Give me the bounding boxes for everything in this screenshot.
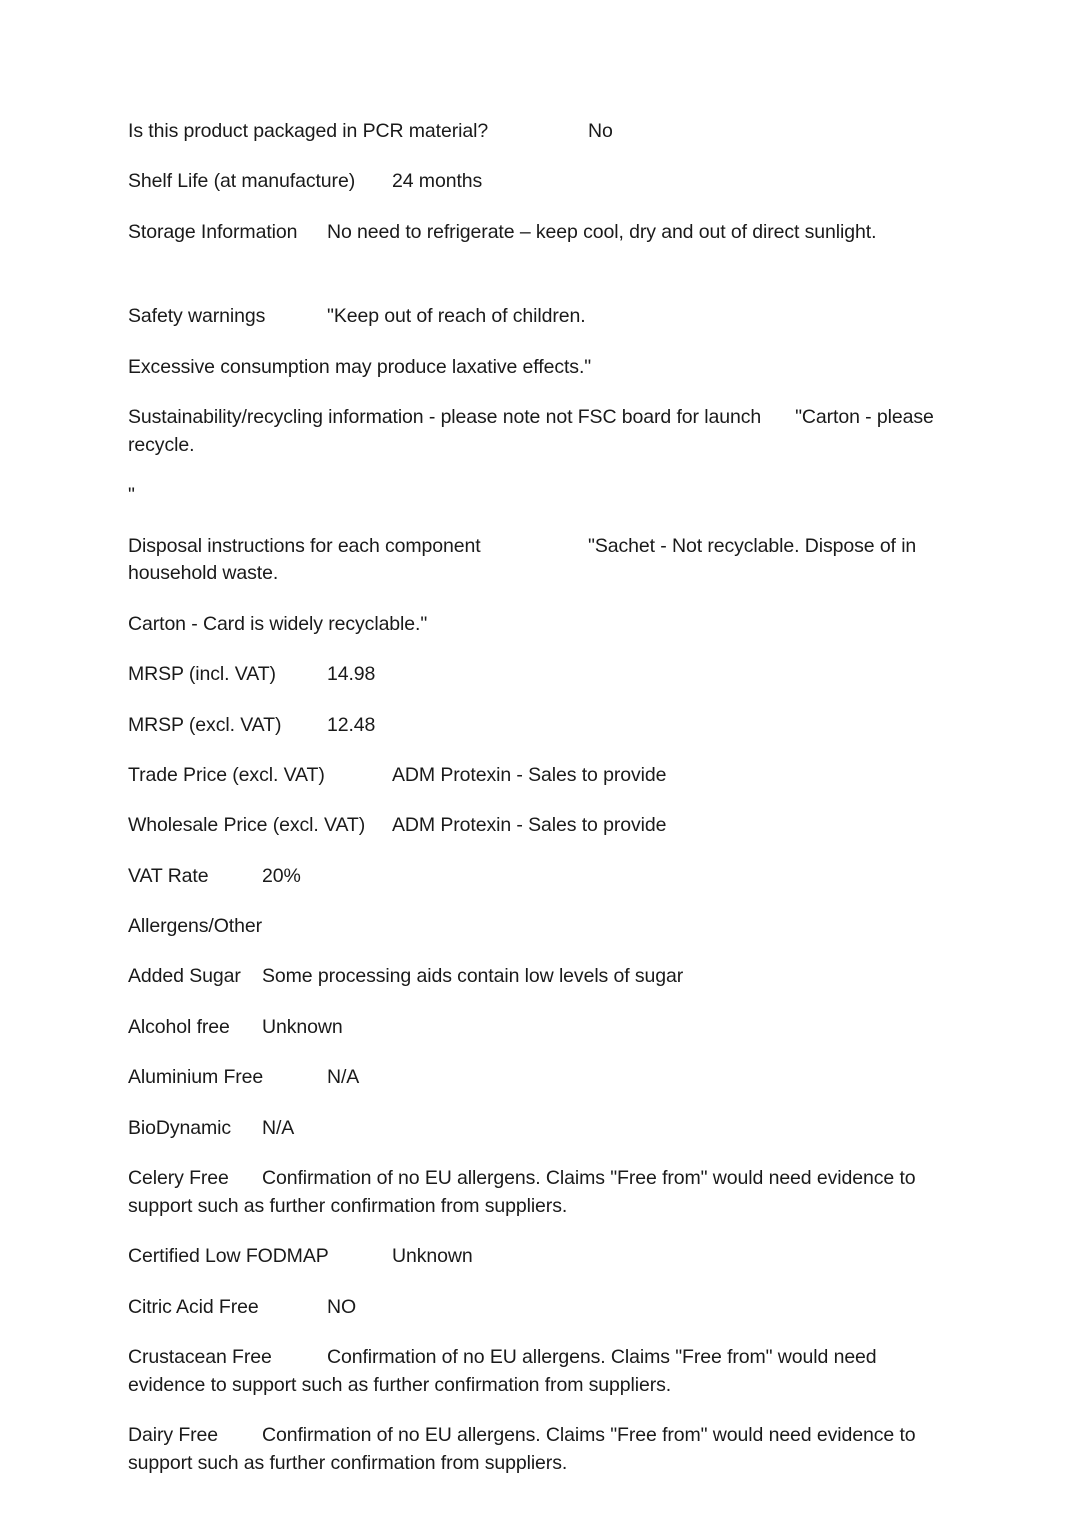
row-disposal-instructions-continued bbox=[128, 611, 956, 639]
row-label: Sustainability/recycling information - please note not FSC board for launch bbox=[128, 405, 762, 428]
row-value: No bbox=[588, 120, 613, 142]
row-disposal-instructions bbox=[128, 533, 956, 589]
row-pcr-material bbox=[128, 118, 956, 146]
row-wholesale-price bbox=[128, 812, 956, 840]
row-label: Added Sugar bbox=[128, 965, 241, 988]
row-value: N/A bbox=[327, 1066, 360, 1089]
row-citric-acid-free bbox=[128, 1294, 956, 1322]
row-value: ADM Protexin - Sales to provide bbox=[392, 814, 667, 837]
row-crustacean-free bbox=[128, 1344, 956, 1400]
row-label: MRSP (incl. VAT) bbox=[128, 663, 276, 686]
row-celery-free bbox=[128, 1165, 956, 1221]
row-label: Shelf Life (at manufacture) bbox=[128, 170, 356, 193]
row-label: Aluminium Free bbox=[128, 1066, 264, 1089]
row-value: Carton - Card is widely recyclable." bbox=[128, 612, 428, 635]
row-label: Dairy Free bbox=[128, 1424, 219, 1447]
row-sustainability-recycling bbox=[128, 404, 956, 460]
row-sustainability-close-quote bbox=[128, 482, 956, 510]
row-storage-information bbox=[128, 219, 956, 247]
row-value: ADM Protexin - Sales to provide bbox=[392, 763, 667, 786]
row-label: Disposal instructions for each component bbox=[128, 534, 481, 557]
row-value: "Keep out of reach of children. bbox=[327, 305, 586, 328]
row-label: Is this product packaged in PCR material? bbox=[128, 120, 489, 142]
paragraph-spacer bbox=[128, 269, 956, 303]
row-safety-warnings-continued bbox=[128, 354, 956, 382]
row-biodynamic bbox=[128, 1115, 956, 1143]
row-label: Safety warnings bbox=[128, 305, 266, 328]
row-label: Citric Acid Free bbox=[128, 1295, 259, 1318]
row-trade-price bbox=[128, 762, 956, 790]
row-label: Crustacean Free bbox=[128, 1345, 272, 1368]
row-mrsp-excl-vat bbox=[128, 712, 956, 740]
row-value: No need to refrigerate – keep cool, dry and out of direct sunlight. bbox=[327, 220, 877, 243]
row-alcohol-free bbox=[128, 1014, 956, 1042]
row-value: 14.98 bbox=[327, 663, 376, 686]
row-value: N/A bbox=[262, 1116, 295, 1139]
document-body bbox=[128, 118, 956, 1478]
row-label: Storage Information bbox=[128, 220, 298, 243]
row-label: Allergens/Other bbox=[128, 915, 262, 937]
row-value: Excessive consumption may produce laxative effects." bbox=[128, 355, 592, 378]
row-value: 24 months bbox=[392, 170, 483, 193]
row-value: "Sachet - Not recyclable. Dispose of in household waste. bbox=[128, 534, 917, 585]
row-aluminium-free bbox=[128, 1064, 956, 1092]
row-label: BioDynamic bbox=[128, 1116, 232, 1139]
row-value: " bbox=[128, 484, 135, 507]
row-label: Certified Low FODMAP bbox=[128, 1245, 329, 1268]
row-value: Confirmation of no EU allergens. Claims "Free from" would need evidence to support such as further confirmation from suppliers. bbox=[128, 1166, 916, 1217]
row-value: Confirmation of no EU allergens. Claims "Free from" would need evidence to support such as further confirmation from suppliers. bbox=[128, 1424, 916, 1474]
row-label: MRSP (excl. VAT) bbox=[128, 713, 282, 736]
row-allergens-other bbox=[128, 913, 956, 941]
row-label: Celery Free bbox=[128, 1166, 229, 1189]
row-dairy-free bbox=[128, 1422, 956, 1478]
row-mrsp-incl-vat bbox=[128, 661, 956, 689]
row-value: Confirmation of no EU allergens. Claims "Free from" would need evidence to support such as further confirmation from suppliers. bbox=[128, 1345, 877, 1396]
row-label: Trade Price (excl. VAT) bbox=[128, 763, 325, 786]
row-label: Alcohol free bbox=[128, 1015, 230, 1038]
row-value: Some processing aids contain low levels of sugar bbox=[262, 965, 684, 988]
row-value: 12.48 bbox=[327, 713, 376, 736]
row-safety-warnings bbox=[128, 303, 956, 331]
row-value: 20% bbox=[262, 864, 301, 887]
row-vat-rate bbox=[128, 863, 956, 891]
row-certified-low-fodmap bbox=[128, 1243, 956, 1271]
row-value: Unknown bbox=[392, 1245, 473, 1268]
row-value: NO bbox=[327, 1295, 357, 1318]
row-value: Unknown bbox=[262, 1015, 343, 1038]
row-added-sugar bbox=[128, 963, 956, 991]
row-shelf-life bbox=[128, 168, 956, 196]
row-label: Wholesale Price (excl. VAT) bbox=[128, 814, 366, 837]
row-value: "Carton - please recycle. bbox=[128, 405, 934, 456]
row-label: VAT Rate bbox=[128, 864, 209, 887]
